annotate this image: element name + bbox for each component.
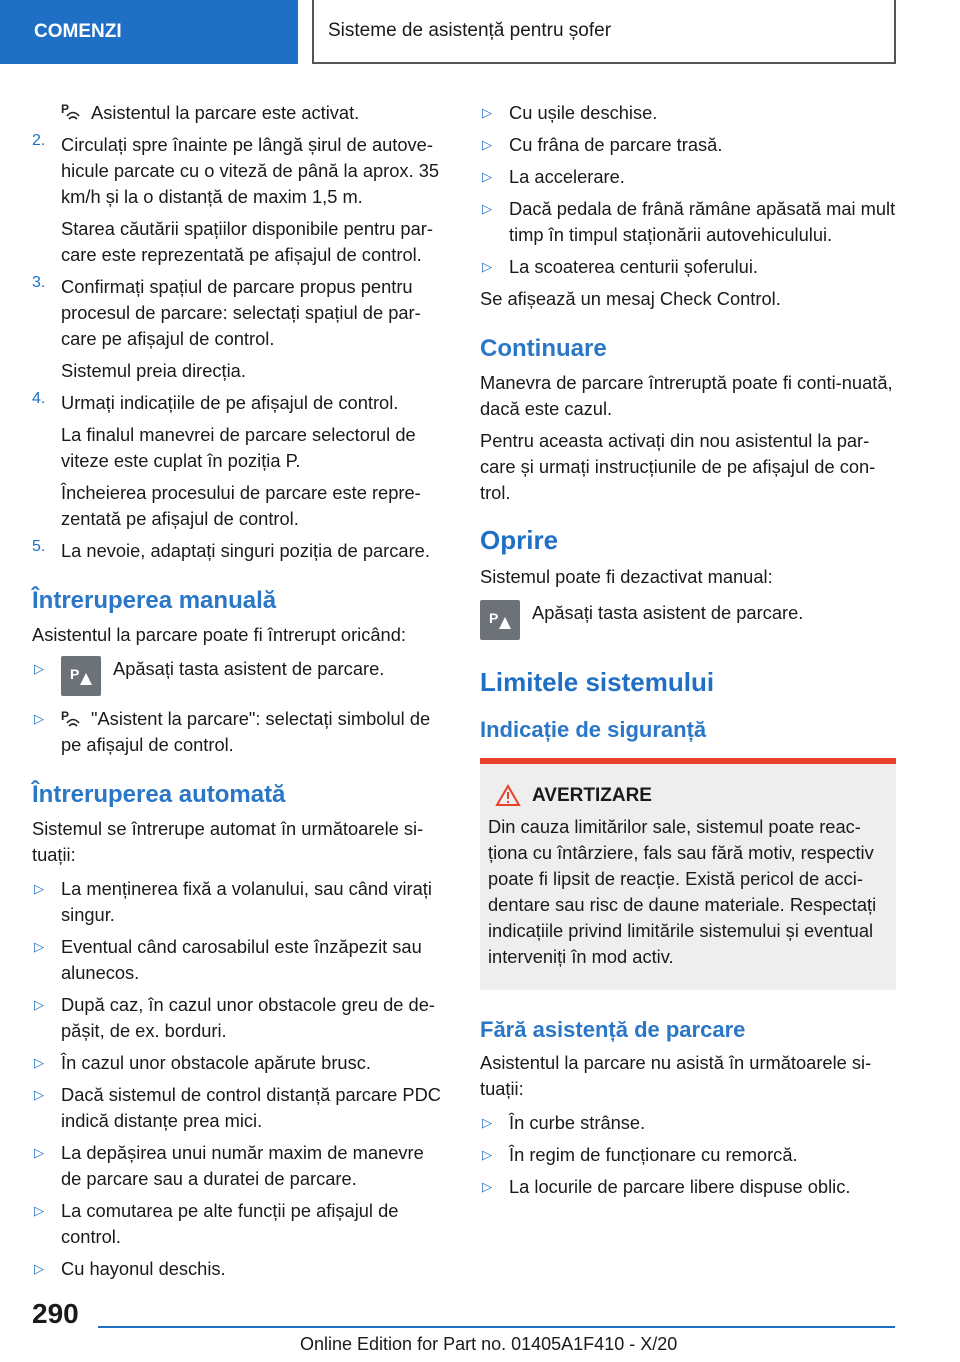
chapter-label: Sisteme de asistență pentru șofer [328, 20, 612, 41]
list-item-text: În cazul unor obstacole apărute brusc. [61, 1052, 371, 1073]
bullet-triangle-icon: ▷ [482, 105, 492, 120]
manual-intro: Asistentul la parcare poate fi întrerupt oricând: [32, 624, 406, 645]
bullet-triangle-icon: ▷ [34, 1087, 44, 1102]
step-3 [32, 274, 448, 352]
warning-title [488, 784, 888, 808]
step-note: La finalul manevrei de parcare selectorul de viteze este cuplat în poziția P. [61, 424, 416, 471]
heading-manual-stop: Întreruperea manuală [32, 587, 277, 614]
step-2 [32, 132, 448, 210]
heading-safety: Indicație de siguranță [480, 717, 707, 742]
step-text: Urmați indicațiile de pe afișajul de control. [61, 392, 399, 413]
list-item-text: Cu frâna de parcare trasă. [509, 134, 723, 155]
list-item [32, 656, 448, 696]
page-number: 290 [32, 1298, 79, 1329]
warning-box [480, 758, 896, 990]
list-item-text: La menținerea fixă a volanului, sau când virați singur. [61, 878, 432, 925]
bullet-triangle-icon: ▷ [34, 1145, 44, 1160]
list-item-text [61, 706, 448, 758]
auto-intro: Sistemul se întrerupe automat în următoarele si-tuații: [32, 818, 424, 865]
step-number: 5. [32, 538, 46, 555]
stop-button-row [480, 600, 896, 640]
bullet-triangle-icon: ▷ [482, 259, 492, 274]
step-text: Circulați spre înainte pe lângă șirul de autove-hicule parcate cu o viteză de până la aprox. 35 km/h și la o distanță de maxim 1,5 m. [61, 134, 440, 207]
list-item [32, 876, 448, 928]
list-item [32, 934, 448, 986]
bullet-triangle-icon: ▷ [482, 201, 492, 216]
list-item-text: Dacă pedala de frână rămâne apăsată mai mult timp în timpul staționării autovehiculului. [509, 198, 896, 245]
bullet-triangle-icon: ▷ [34, 1203, 44, 1218]
list-item [32, 1198, 448, 1250]
list-item-text: La comutarea pe alte funcții pe afișajul de control. [61, 1200, 399, 1247]
list-item [480, 196, 896, 248]
bullet-triangle-icon: ▷ [482, 1115, 492, 1130]
svg-text:P: P [489, 610, 499, 626]
park-assist-button-icon [61, 656, 101, 696]
bullet-triangle-icon: ▷ [34, 1055, 44, 1070]
list-item-text: La locurile de parcare libere dispuse oblic. [509, 1176, 851, 1197]
list-item [32, 992, 448, 1044]
intro-text: Asistentul la parcare este activat. [91, 102, 360, 123]
list-item-text: Apăsați tasta asistent de parcare. [113, 658, 385, 679]
step-note: Sistemul preia direcția. [61, 360, 246, 381]
list-item-text: Eventual când carosabilul este înzăpezit sau alunecos. [61, 936, 422, 983]
bullet-triangle-icon: ▷ [482, 1179, 492, 1194]
step-note: Starea căutării spațiilor disponibile pentru par-care este reprezentată pe afișajul de control. [61, 218, 433, 265]
svg-text:P: P [70, 666, 80, 682]
list-item [480, 254, 896, 280]
list-item-text: Cu ușile deschise. [509, 102, 658, 123]
list-item [32, 706, 448, 758]
chapter-header [312, 0, 896, 64]
continue-text: Manevra de parcare întreruptă poate fi conti-nuată, dacă este cazul. [480, 372, 893, 419]
list-item [480, 1110, 896, 1136]
step-number: 3. [32, 274, 46, 291]
list-item [480, 1142, 896, 1168]
heading-continue: Continuare [480, 335, 607, 362]
stop-text: Sistemul poate fi dezactivat manual: [480, 566, 773, 587]
footer-rule [98, 1326, 895, 1328]
list-item [32, 1140, 448, 1192]
warning-title-text: AVERTIZARE [532, 785, 652, 806]
svg-text:P: P [61, 102, 70, 116]
step-note: Încheierea procesului de parcare este repre-zentată pe afișajul de control. [61, 482, 421, 529]
list-item [32, 1082, 448, 1134]
step-number: 4. [32, 390, 46, 407]
no-assist-list [480, 1110, 896, 1200]
bullet-triangle-icon: ▷ [34, 661, 44, 676]
auto-stop-list-cont [480, 100, 896, 280]
step-4 [32, 390, 448, 416]
step-text: La nevoie, adaptați singuri poziția de parcare. [61, 540, 430, 561]
bullet-triangle-icon: ▷ [34, 939, 44, 954]
list-item-text: La depășirea unui număr maxim de manevre de parcare sau a duratei de parcare. [61, 1142, 424, 1189]
step-5 [32, 538, 448, 564]
park-assist-icon [61, 102, 85, 124]
heading-auto-stop: Întreruperea automată [32, 781, 286, 808]
list-item [32, 1050, 448, 1076]
warning-text: Din cauza limitărilor sale, sistemul poate reac-ționa cu întârziere, fals sau fără motiv, respectiv poate fi lipsit de reacție. Există pericol de acci-dentare sau risc de daune materiale. Respectați indicațiile privind limitările sistemului și eventual interveniți în mod activ. [488, 816, 877, 967]
svg-text:P: P [61, 709, 70, 724]
list-item-text: Dacă sistemul de control distanță parcare PDC indică distanțe prea mici. [61, 1084, 442, 1131]
list-item-text-span: "Asistent la parcare": selectați simbolul de pe afișajul de control. [61, 708, 431, 755]
bullet-triangle-icon: ▷ [34, 997, 44, 1012]
list-item-text: Cu hayonul deschis. [61, 1258, 226, 1279]
park-assist-icon [61, 709, 85, 731]
list-item-text: În regim de funcționare cu remorcă. [509, 1144, 798, 1165]
bullet-triangle-icon: ▷ [34, 1261, 44, 1276]
intro-line [32, 100, 448, 126]
bullet-triangle-icon: ▷ [34, 881, 44, 896]
list-item-text: După caz, în cazul unor obstacole greu de de-pășit, de ex. borduri. [61, 994, 435, 1041]
step-number: 2. [32, 132, 46, 149]
footer-edition: Online Edition for Part no. 01405A1F410 - X/20 [300, 1334, 678, 1354]
heading-limits: Limitele sistemului [480, 667, 715, 697]
bullet-triangle-icon: ▷ [482, 137, 492, 152]
section-tab [0, 0, 298, 64]
list-item-text: La scoaterea centurii șoferului. [509, 256, 758, 277]
bullet-triangle-icon: ▷ [482, 1147, 492, 1162]
list-item-text: La accelerare. [509, 166, 625, 187]
park-assist-button-icon [480, 600, 520, 640]
right-column [480, 100, 896, 1206]
list-item [32, 1256, 448, 1282]
auto-stop-list [32, 876, 448, 1282]
step-text: Confirmați spațiul de parcare propus pentru procesul de parcare: selectați spațiul de par-care pe afișajul de control. [61, 276, 421, 349]
list-item [480, 100, 896, 126]
stop-button-text: Apăsați tasta asistent de parcare. [532, 602, 804, 623]
left-column [32, 100, 448, 1288]
check-control-text: Se afișează un mesaj Check Control. [480, 288, 781, 309]
heading-stop: Oprire [480, 525, 559, 555]
heading-no-assist: Fără asistență de parcare [480, 1017, 746, 1042]
warning-triangle-icon [488, 784, 528, 808]
list-item [480, 164, 896, 190]
list-item [480, 132, 896, 158]
list-item-text: În curbe strânse. [509, 1112, 646, 1133]
no-assist-intro: Asistentul la parcare nu asistă în următoarele si-tuații: [480, 1052, 872, 1099]
section-label: COMENZI [34, 21, 122, 42]
bullet-triangle-icon: ▷ [482, 169, 492, 184]
list-item [480, 1174, 896, 1200]
bullet-triangle-icon: ▷ [34, 711, 44, 726]
continue-text: Pentru aceasta activați din nou asistentul la par-care și urmați instrucțiunile de pe afișajul de con-trol. [480, 430, 876, 503]
